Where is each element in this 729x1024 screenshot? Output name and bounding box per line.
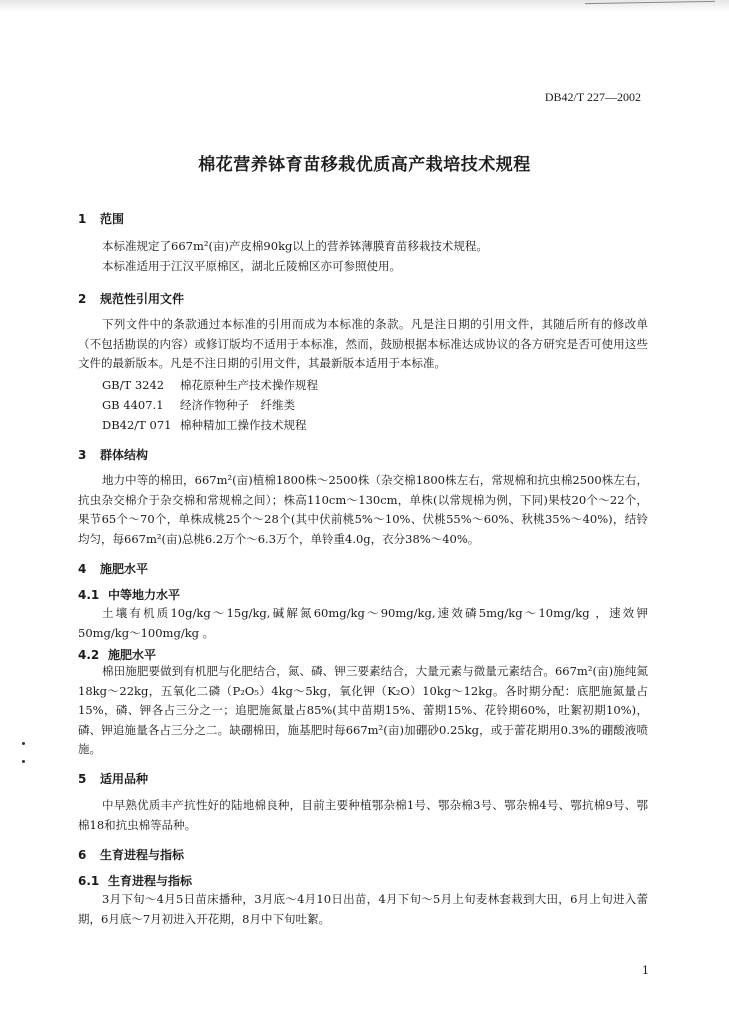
subsection-4-2-paragraph: 棉田施肥要做到有机肥与化肥结合，氮、磷、钾三要素结合，大量元素与微量元素结合。667m²(亩)施纯氮18kg～22kg，五氧化二磷（P₂O₅）4kg～5kg，氧化钾（K₂O）10kg～12kg。各时期分配：底肥施氮量占15%，磷、钾各占三分之一；追肥施氮量占85%(其中苗期15%、蕾期15%、花铃期60%，吐絮初期10%)，磷、钾追施量各占三分之二。缺硼棉田，施基肥时每667m²(亩)加硼砂0.25kg，或于蕾花期用0.3%的硼酸液喷施。: [78, 664, 648, 756]
reference-item: [102, 397, 295, 413]
page-title: 棉花营养钵育苗移栽优质高产栽培技术规程: [198, 155, 531, 175]
section-number: 4: [78, 562, 87, 576]
reference-code: GB 4407.1: [102, 398, 164, 412]
subsection-title: 生育进程与指标: [108, 874, 193, 888]
section-4-heading: [78, 560, 148, 577]
section-5-heading: [78, 770, 148, 787]
section-1-heading: [78, 210, 124, 227]
section-3-paragraph: 地力中等的棉田，667m²(亩)植棉1800株～2500株（杂交棉1800株左右，常规棉和抗虫棉2500株左右，抗虫杂交棉介于杂交棉和常规棉之间）；株高110cm～130cm，单株(以常规棉为例，下同)果枝20个～22个，果节65个～70个，单株成桃25个～28个(其中伏前桃5%～10%、伏桃55%～60%、秋桃35%～40%)，结铃均匀，每667m²(亩)总桃6.2万个～6.3万个，单铃重4.0g，衣分38%～40%。: [78, 473, 648, 546]
scan-speck: [22, 742, 25, 745]
reference-code: GB/T 3242: [102, 378, 165, 392]
subsection-title: 施肥水平: [108, 648, 157, 662]
section-number: 1: [78, 212, 87, 226]
section-title: 规范性引用文件: [100, 292, 185, 306]
subsection-number: 4.1: [78, 588, 100, 602]
reference-name: 棉种精加工操作技术规程: [180, 418, 307, 432]
section-number: 3: [78, 448, 87, 462]
section-title: 范围: [100, 212, 125, 226]
subsection-number: 4.2: [78, 648, 100, 662]
section-2-heading: [78, 290, 184, 307]
section-title: 生育进程与指标: [100, 848, 185, 862]
reference-item: [102, 377, 318, 393]
section-1-line-2: 本标准适用于江汉平原棉区，湖北丘陵棉区亦可参照使用。: [102, 259, 401, 273]
subsection-6-1-paragraph: 3月下旬～4月5日苗床播种，3月底～4月10日出苗，4月下旬～5月上旬麦林套栽到大田，6月上旬进入蕾期，6月底～7月初进入开花期，8月中下旬吐絮。: [78, 892, 648, 926]
section-number: 2: [78, 292, 87, 306]
section-1-line-1: 本标准规定了667m²(亩)产皮棉90kg以上的营养钵薄膜育苗移栽技术规程。: [102, 239, 488, 253]
section-title: 适用品种: [100, 772, 149, 786]
section-3-heading: [78, 446, 148, 463]
subsection-6-1-heading: [78, 872, 192, 889]
reference-name: 经济作物种子 纤维类: [180, 398, 295, 412]
section-5-paragraph: 中早熟优质丰产抗性好的陆地棉良种，目前主要种植鄂杂棉1号、鄂杂棉3号、鄂杂棉4号、鄂抗棉9号、鄂棉18和抗虫棉等品种。: [78, 798, 648, 832]
subsection-4-2-heading: [78, 646, 156, 663]
section-number: 5: [78, 772, 87, 786]
standard-code: DB42/T 227—2002: [544, 90, 641, 104]
section-6-heading: [78, 846, 184, 863]
subsection-title: 中等地力水平: [108, 588, 181, 602]
subsection-number: 6.1: [78, 874, 100, 888]
reference-item: [102, 417, 307, 433]
section-number: 6: [78, 848, 87, 862]
scan-speck: [22, 760, 25, 763]
section-2-paragraph: 下列文件中的条款通过本标准的引用而成为本标准的条款。凡是注日期的引用文件，其随后所有的修改单（不包括勘误的内容）或修订版均不适用于本标准，然而，鼓励根据本标准达成协议的各方研究是否可使用这些文件的最新版本。凡是不注日期的引用文件，其最新版本适用于本标准。: [78, 317, 648, 370]
subsection-4-1-heading: [78, 586, 180, 603]
reference-code: DB42/T 071: [102, 418, 172, 432]
section-title: 施肥水平: [100, 562, 149, 576]
reference-name: 棉花原种生产技术操作规程: [180, 378, 318, 392]
subsection-4-1-paragraph: 土壤有机质10g/kg～15g/kg,碱解氮60mg/kg～90mg/kg,速效磷5mg/kg～10mg/kg ，速效钾50mg/kg～100mg/kg 。: [78, 606, 648, 640]
page-number: 1: [642, 964, 649, 977]
section-title: 群体结构: [100, 448, 149, 462]
